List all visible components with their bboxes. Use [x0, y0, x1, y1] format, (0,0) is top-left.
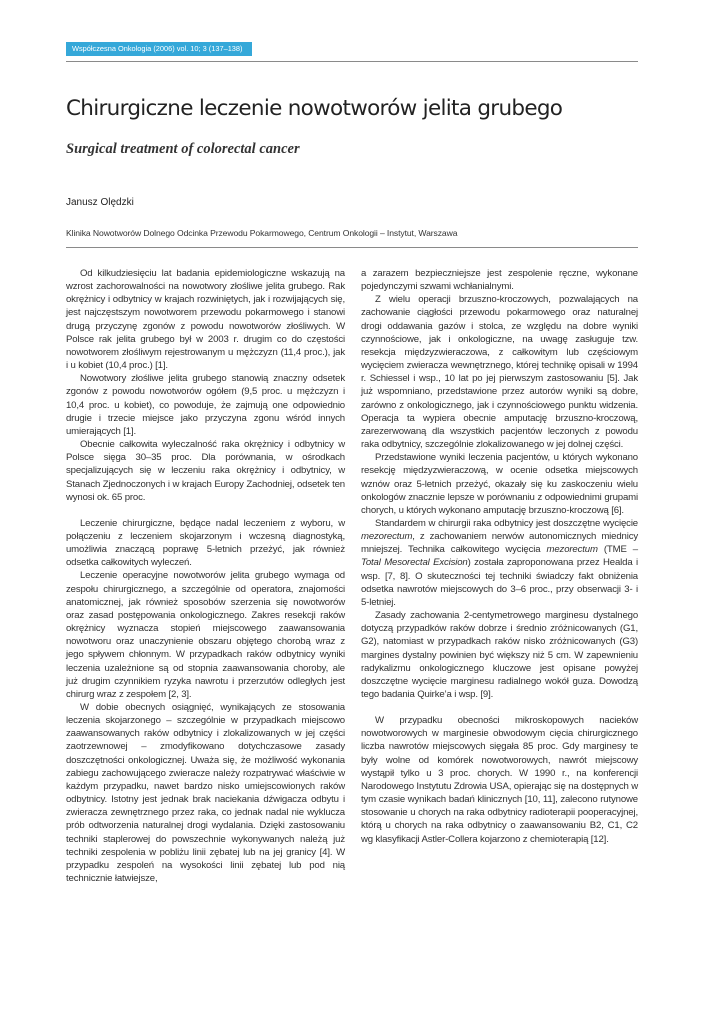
affiliation-divider — [66, 247, 638, 248]
paragraph: Nowotwory złośliwe jelita grubego stanowią znaczny odsetek zgonów z powodu nowotworów ogółem (9,5 proc. u mężczyzn i 10,4 proc. u kobiet), co powoduje, że zajmują one odpowiednio drugie i trzecie miejsce jako przyczyna zgonu wśród innych umierających [1]. — [66, 373, 345, 437]
author-name: Janusz Olędzki — [66, 197, 134, 208]
author-affiliation: Klinika Nowotworów Dolnego Odcinka Przewodu Pokarmowego, Centrum Onkologii – Instytut, Warszawa — [66, 228, 458, 238]
text-run: Standardem w chirurgii raka odbytnicy jest doszczętne wycięcie — [375, 517, 638, 529]
paragraph: Leczenie operacyjne nowotworów jelita grubego wymaga od zespołu chirurgicznego, a szczególnie od operatora, znajomości anatomicznej, jak również sposobów szerzenia się nowotworów oraz zasad postępowania onkologicznego. Zakres resekcji raków okrężnicy wyznacza stopień miejscowego zaawansowania nowotworu oraz unaczynienie obszaru objętego chorobą wraz z jego spływem chłonnym. W przypadkach raków odbytnicy wyniki leczenia uzależnione są od stopnia zaawansowania choroby, ale już drugim czynnikiem ryzyka nawrotu i przerzutów odległych jest chirurg wraz z zespołem [2, 3]. — [66, 570, 345, 700]
text-run: , z zachowaniem nerwów autonomicznych miednicy mniejszej. Technika całkowitego wycięcia — [361, 531, 638, 556]
text-run: (TME – — [597, 544, 638, 556]
italic-term: mezorectum — [546, 544, 598, 556]
body-column-right — [361, 267, 638, 846]
body-column-left — [66, 267, 345, 885]
paragraph: W przypadku obecności mikroskopowych nacieków nowotworowych w marginesie obwodowym cięcia chirurgicznego liczba nawrotów miejscowych sięgała 85 proc. Gdy marginesy te były wolne od komórek nowotworowych, nawrót miejscowy wystąpił tylko u 3 proc. chorych. W 1990 r., na konferencji Narodowego Instytutu Zdrowia USA, opierając się na dostępnych w tym czasie wynikach badań klinicznych [10, 11], zalecono rutynowe stosowanie u chorych na raka odbytnicy radioterapii pooperacyjnej, którą u chorych na raka odbytnicy o zaawansowaniu B2, C1, C2 wg klasyfikacji Astler-Collera kojarzono z chemioterapią [12]. — [361, 715, 638, 845]
paragraph: Leczenie chirurgiczne, będące nadal leczeniem z wyboru, w połączeniu z leczeniem skojarzonym i wczesną diagnostyką, umożliwia znaczącą poprawę 5-letnich przeżyć, jak również odsetka całkowitych wyleczeń. — [66, 517, 345, 569]
article-title: Chirurgiczne leczenie nowotworów jelita grubego — [66, 96, 563, 121]
italic-term: Total Mesorectal Excision — [361, 557, 468, 569]
paragraph: W dobie obecnych osiągnięć, wynikających ze stosowania leczenia skojarzonego – szczególnie w przypadkach miejscowo zaawansowanych raków odbytnicy i zlokalizowanych w jej części zaotrzewnowej – zmodyfikowano dotychczasowe zasady doszczętności onkologicznej. Uważa się, że możliwość wykonania zabiegu zachowującego zwieracze należy rozpatrywać właściwie w każdym przypadku, nawet bardzo nisko umiejscowionych raków odbytnicy. Istotny jest jednak brak naciekania dźwigacza odbytu i zwieracza zewnętrznego przez raka, co jednak nadal nie wyklucza prób odtworzenia naturalnej drogi wydalania. Dzięki zastosowaniu techniki staplerowej do powszechnie wykonywanych należą już techniki zespolenia w pobliżu linii zębatej lub na jej granicy [4]. W przypadku zespoleń na wysokości linii zębatej lub pod nią technicznie łatwiejsze, — [66, 702, 345, 885]
paragraph — [361, 517, 638, 609]
paragraph: a zarazem bezpieczniejsze jest zespolenie ręczne, wykonane pojedynczymi szwami wchłanialnymi. — [361, 268, 638, 293]
paragraph: Od kilkudziesięciu lat badania epidemiologiczne wskazują na wzrost zachorowalności na nowotwory złośliwe jelita grubego. Rak okrężnicy i odbytnicy w krajach rozwiniętych, jak i rozwijających się, jest najczęstszym nowotworem przewodu pokarmowego i stanowi drugą przyczynę zgonów z powodu nowotworów złośliwych. W Polsce rak jelita grubego był w 2003 r. drugim co do częstości nowotworem złośliwym rejestrowanym u mężczyzn (11,4 proc.), jak i u kobiet (10,4 proc.) [1]. — [66, 268, 345, 372]
header-divider — [66, 61, 638, 62]
paragraph: Przedstawione wyniki leczenia pacjentów, u których wykonano resekcję międzyzwieraczową, w ocenie odsetka miejscowych wznów oraz 5-letnich przeżyć, okazały się ku zaskoczeniu wielu onkologów znacznie lepsze w porównaniu z odpowiednimi grupami chorych, u których wykonano amputację brzuszno-kroczową [6]. — [361, 452, 638, 516]
paragraph: Obecnie całkowita wyleczalność raka okrężnicy i odbytnicy w Polsce sięga 30–35 proc. Dla porównania, w ośrodkach specjalizujących się w leczeniu raka okrężnicy i odbytnicy, w Stanach Zjednoczonych i w krajach Europy Zachodniej, odsetek ten wynosi ok. 65 proc. — [66, 439, 345, 503]
text-run: ) została zaproponowana przez Healda i wsp. [7, 8]. O skuteczności tej techniki świadczy fakt obniżenia odsetka nawrotów miejscowych do 3–6 proc., przy obserwacji 3- i 5-letniej. — [361, 557, 638, 608]
article-subtitle: Surgical treatment of colorectal cancer — [66, 141, 300, 157]
paragraph: Zasady zachowania 2-centymetrowego marginesu dystalnego dotyczą przypadków raków dobrze i średnio zróżnicowanych (G1, G2), natomiast w przypadkach raków nisko zróżnicowanych (G3) margines dystalny powinien być większy niż 5 cm. W zapewnieniu radykalizmu onkologicznego kluczowe jest opisane powyżej doszczętne wycięcie marginesu radialnego wokół guza. Dowodzą tego badania Quirke’a i wsp. [9]. — [361, 610, 638, 700]
journal-citation-badge: Współczesna Onkologia (2006) vol. 10; 3 (137–138) — [66, 42, 252, 56]
paragraph: Z wielu operacji brzuszno-kroczowych, pozwalających na zachowanie ciągłości przewodu pokarmowego oraz naturalnej drogi oddawania gazów i stolca, ze względu na dobre wyniki czynnościowe, jak i onkologiczne, na uwagę zasługuje tzw. resekcja międzyzwieraczowa, z całkowitym lub częściowym wycięciem zwieracza wewnętrznego, której technikę opisali w 1994 r. Schiessel i wsp., 10 lat po jej pierwszym zastosowaniu [5]. Jak już wspomniano, przedstawione przez autorów wyniki są dobre, zarówno z onkologicznego, jak i czynnościowego punktu widzenia. Operacja ta wypiera obecnie amputację brzuszno-kroczową, zarezerwowaną dla wszystkich pacjentów leczonych z powodu raka odbytnicy, szczególnie zlokalizowanego w jej dolnej części. — [361, 294, 638, 451]
italic-term: mezorectum — [361, 531, 413, 543]
